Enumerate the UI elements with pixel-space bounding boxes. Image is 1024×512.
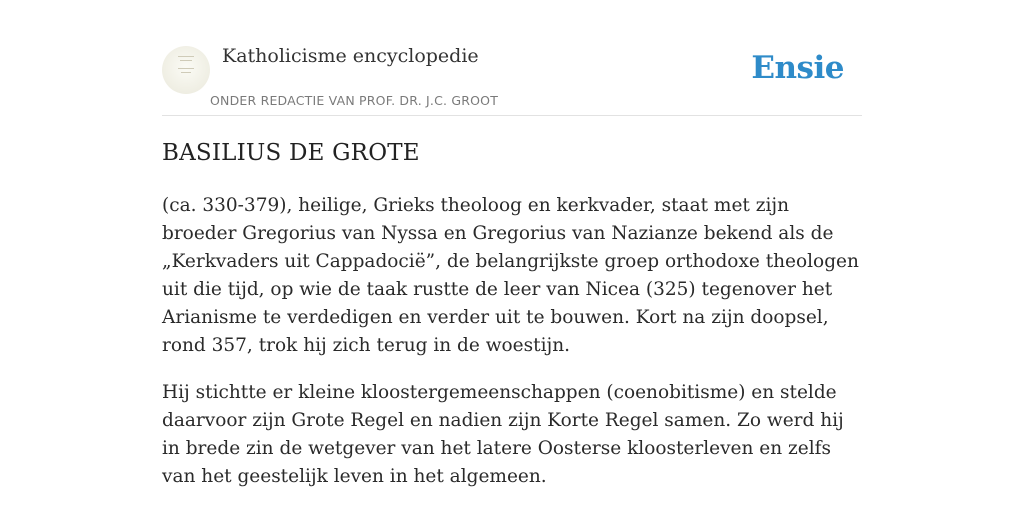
article-headword: BASILIUS DE GROTE — [162, 140, 420, 166]
book-cover-icon[interactable] — [162, 46, 210, 94]
article-body — [162, 192, 867, 510]
article-paragraph: (ca. 330-379), heilige, Grieks theoloog en kerkvader, staat met zijn broeder Gregorius van Nyssa en Gregorius van Nazianze bekend als de „Kerkvaders uit Cappadocië”, de belangrijkste groep orthodoxe theologen uit die tijd, op wie de taak rustte de leer van Nicea (325) tegenover het Arianisme te verdedigen en verder uit te bouwen. Kort na zijn doopsel, rond 357, trok hij zich terug in de woestijn. — [162, 195, 859, 356]
article-paragraph: Hij stichtte er kleine kloostergemeenschappen (coenobitisme) en stelde daarvoor zijn Grote Regel en nadien zijn Korte Regel samen. Zo werd hij in brede zin de wetgever van het latere Oosterse kloosterleven en zelfs van het geestelijk leven in het algemeen. — [162, 382, 844, 487]
cover-decoration — [180, 60, 192, 61]
cover-decoration — [178, 56, 194, 57]
editor-subtitle: ONDER REDACTIE VAN PROF. DR. J.C. GROOT — [210, 93, 499, 108]
cover-decoration — [178, 68, 194, 69]
encyclopedia-title[interactable]: Katholicisme encyclopedie — [222, 45, 479, 67]
cover-decoration — [181, 72, 191, 73]
header — [162, 40, 862, 116]
ensie-logo[interactable]: Ensie — [751, 50, 844, 86]
